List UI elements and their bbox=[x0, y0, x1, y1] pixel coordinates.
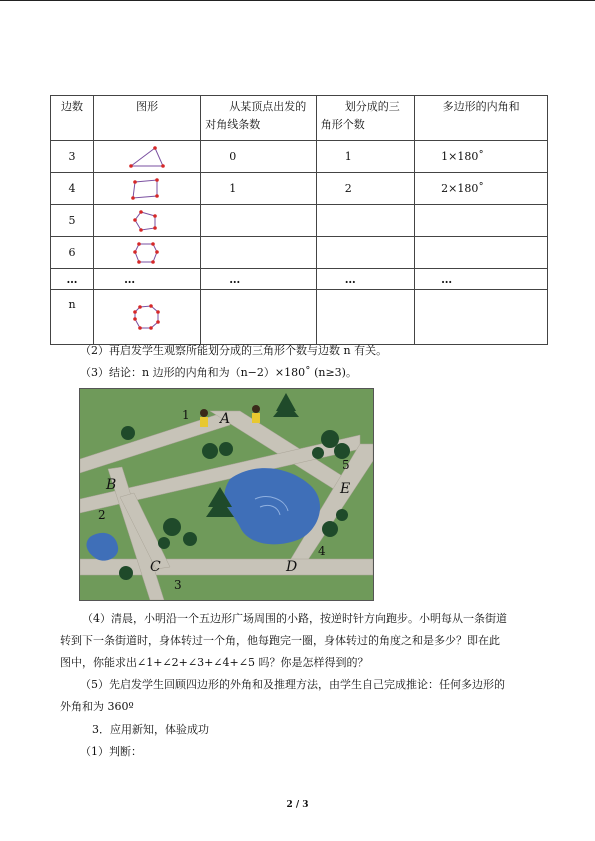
quadrilateral-figure bbox=[94, 173, 201, 205]
cell-triangles bbox=[316, 290, 414, 345]
hexagon-figure bbox=[94, 237, 201, 269]
cell-angle-sum: … bbox=[415, 269, 548, 290]
cell-triangles: … bbox=[316, 269, 414, 290]
cell-triangles: 2 bbox=[316, 173, 414, 205]
cell-diagonals bbox=[201, 205, 317, 237]
vertex-e-label: E bbox=[340, 481, 351, 497]
cell-angle-sum: 1×180˚ bbox=[415, 141, 548, 173]
n-gon-figure bbox=[94, 290, 201, 345]
cell-sides: n bbox=[51, 290, 94, 345]
header-triangles: 划分成的三角形个数 bbox=[316, 96, 414, 141]
cell-triangles bbox=[316, 237, 414, 269]
cell-sides: 4 bbox=[51, 173, 94, 205]
angle-3-label: 3 bbox=[174, 578, 182, 592]
cell-diagonals: … bbox=[201, 269, 317, 290]
paragraph-4-line-1: （4）清晨，小明沿一个五边形广场周围的小路，按逆时针方向跑步。小明每从一条街道 bbox=[82, 612, 507, 625]
paragraph-5 bbox=[60, 674, 540, 718]
paragraph-4-line-3: 图中，你能求出∠1+∠2+∠3+∠4+∠5 吗？你是怎样得到的？ bbox=[60, 656, 369, 669]
header-figure: 图形 bbox=[94, 96, 201, 141]
paragraph-2: （2）再启发学生观察所能划分成的三角形个数与边数 n 有关。 bbox=[80, 344, 388, 357]
paragraph-5-line-1: （5）先启发学生回顾四边形的外角和及推理方法，由学生自己完成推论：任何多边形的 bbox=[80, 678, 505, 691]
subsection-judgement: （1）判断： bbox=[80, 745, 142, 758]
paragraph-3: （3）结论：n 边形的内角和为（n−2）×180˚ (n≥3)。 bbox=[80, 366, 357, 379]
vertex-d-label: D bbox=[286, 559, 298, 575]
page-number: 2 / 3 bbox=[286, 800, 309, 810]
header-angle-sum: 多边形的内角和 bbox=[415, 96, 548, 141]
cell-diagonals bbox=[201, 290, 317, 345]
angle-1-label: 1 bbox=[182, 408, 190, 422]
table-row bbox=[51, 205, 548, 237]
cell-angle-sum bbox=[415, 237, 548, 269]
paragraph-4 bbox=[60, 608, 540, 674]
cell-sides: 6 bbox=[51, 237, 94, 269]
cell-diagonals: 1 bbox=[201, 173, 317, 205]
table-row bbox=[51, 237, 548, 269]
header-rule bbox=[0, 0, 595, 1]
cell-sides: 5 bbox=[51, 205, 94, 237]
cell-triangles: 1 bbox=[316, 141, 414, 173]
triangle-figure bbox=[94, 141, 201, 173]
park-map-illustration bbox=[79, 388, 374, 601]
section-3-heading: 3．应用新知，体验成功 bbox=[92, 723, 209, 736]
cell-figure: … bbox=[94, 269, 201, 290]
paragraph-5-line-2: 外角和为 360º bbox=[60, 700, 134, 713]
angle-5-label: 5 bbox=[342, 458, 350, 472]
header-sides: 边数 bbox=[51, 96, 94, 141]
table-row bbox=[51, 173, 548, 205]
table-row bbox=[51, 290, 548, 345]
cell-sides: 3 bbox=[51, 141, 94, 173]
cell-angle-sum bbox=[415, 205, 548, 237]
polygon-angle-table bbox=[50, 95, 548, 345]
cell-angle-sum bbox=[415, 290, 548, 345]
table-row bbox=[51, 141, 548, 173]
angle-4-label: 4 bbox=[318, 544, 326, 558]
cell-sides: … bbox=[51, 269, 94, 290]
vertex-c-label: C bbox=[150, 559, 161, 575]
angle-2-label: 2 bbox=[98, 508, 106, 522]
vertex-b-label: B bbox=[106, 477, 117, 493]
cell-triangles bbox=[316, 205, 414, 237]
table-header-row bbox=[51, 96, 548, 141]
cell-diagonals: 0 bbox=[201, 141, 317, 173]
table-row bbox=[51, 269, 548, 290]
paragraph-4-line-2: 转到下一条街道时，身体转过一个角，他每跑完一圈，身体转过的角度之和是多少？即在此 bbox=[60, 634, 500, 647]
cell-diagonals bbox=[201, 237, 317, 269]
cell-angle-sum: 2×180˚ bbox=[415, 173, 548, 205]
header-diagonals: 从某顶点出发的对角线条数 bbox=[201, 96, 317, 141]
pentagon-figure bbox=[94, 205, 201, 237]
vertex-a-label: A bbox=[220, 411, 231, 427]
